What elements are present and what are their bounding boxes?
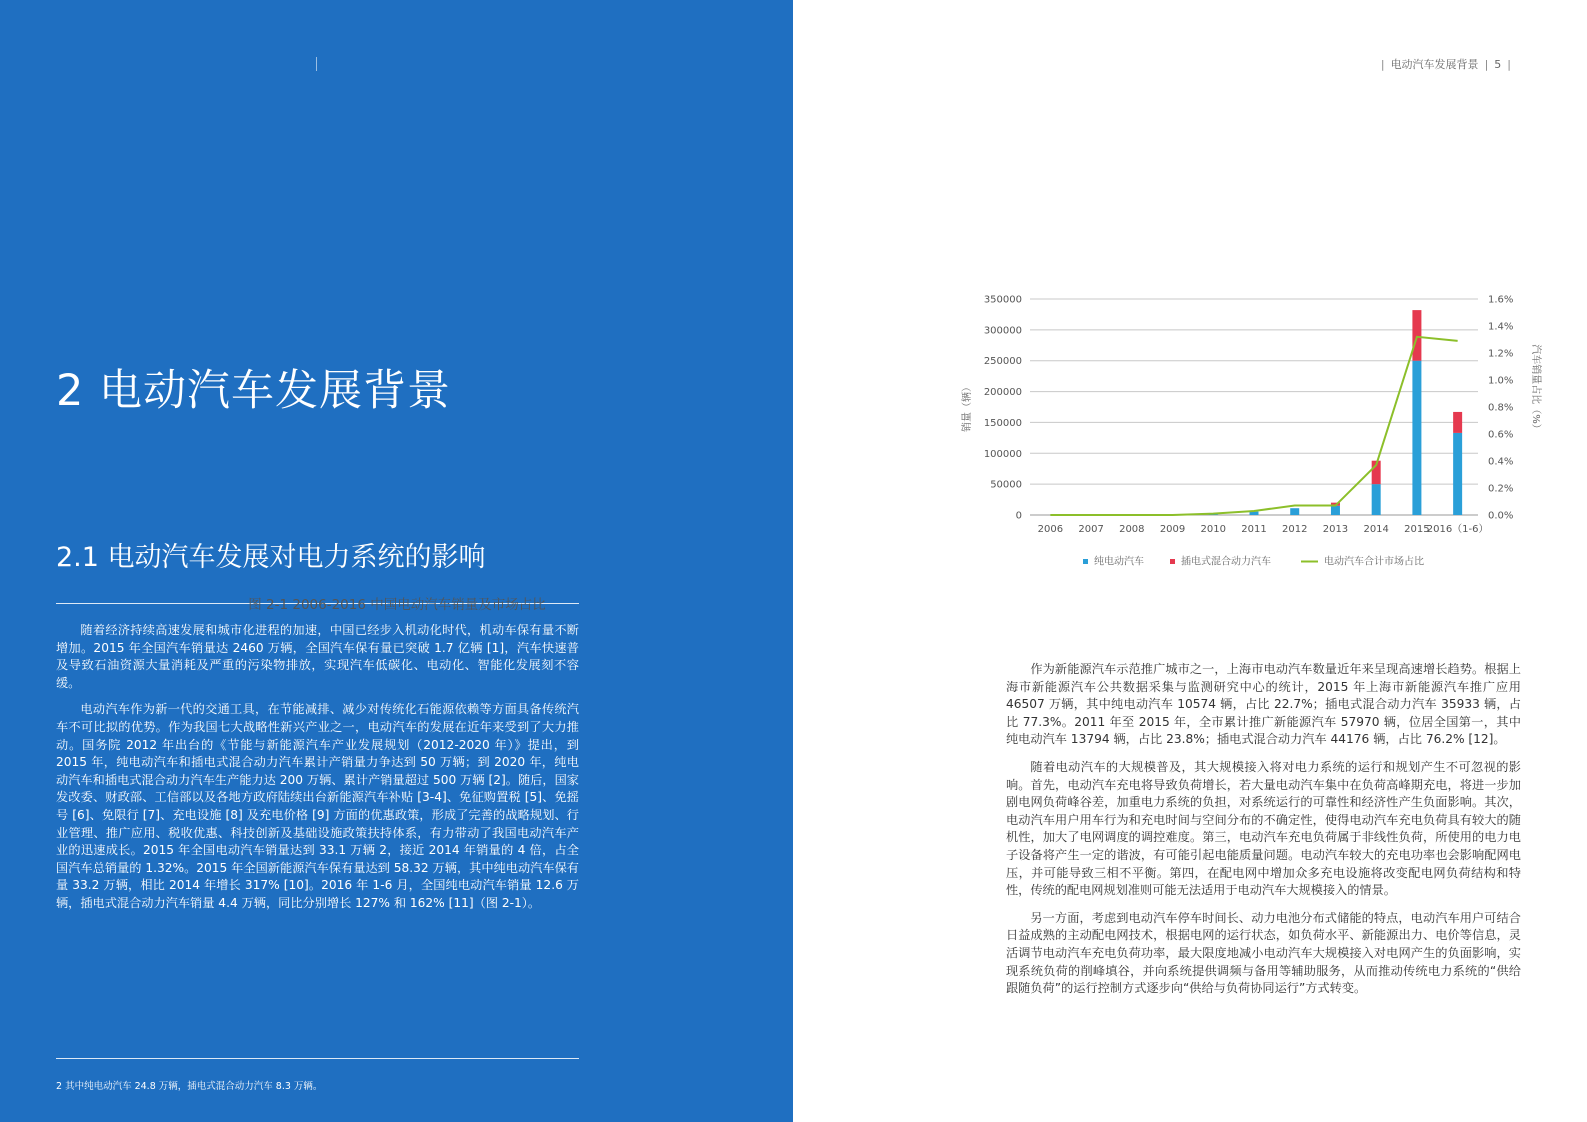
y2-tick-label: 1.4% <box>1488 321 1514 333</box>
legend-swatch <box>1083 559 1088 564</box>
header-divider: | <box>1380 58 1385 71</box>
bar-bev <box>1453 433 1462 515</box>
y2-axis-title: 汽车销量占比（%） <box>1530 344 1541 434</box>
chart-svg <box>793 280 1587 590</box>
y-axis-title: 销量（辆） <box>962 382 973 432</box>
y2-tick-label: 0.0% <box>1488 510 1514 522</box>
legend-swatch <box>1170 559 1175 564</box>
page-number: 5 <box>1494 58 1502 71</box>
right-body-text <box>1006 661 1521 1008</box>
bar-phev <box>1453 412 1462 433</box>
y-tick-label: 0 <box>1015 510 1022 522</box>
y2-tick-label: 1.6% <box>1488 294 1514 306</box>
y2-tick-label: 1.0% <box>1488 375 1514 387</box>
bar-bev <box>1331 506 1340 515</box>
market-share-line <box>1050 337 1457 515</box>
page-marker <box>316 57 317 71</box>
bar-bev <box>1372 484 1381 515</box>
header-divider: | <box>1484 58 1489 71</box>
x-tick-label: 2015 <box>1404 524 1430 535</box>
y2-tick-label: 0.6% <box>1488 429 1514 441</box>
figure-caption: 图 2-1 2006-2016 中国电动汽车销量及市场占比 <box>248 597 546 613</box>
x-tick-label: 2013 <box>1322 524 1349 535</box>
y-tick-label: 50000 <box>990 479 1022 491</box>
chapter-title: 2 电动汽车发展背景 <box>56 366 452 416</box>
right-paragraph-1: 作为新能源汽车示范推广城市之一，上海市电动汽车数量近年来呈现高速增长趋势。根据上海市新能源汽车公共数据采集与监测研究中心的统计，2015 年上海市新能源汽车推广应用 46507 万辆，其中纯电动汽车 10574 辆，占比 22.7%；插电式混合动力汽车 35933 辆，占比 77.3%。2011 年至 2015 年，全市累计推广新能源汽车 57970 辆，位居全国第一，其中纯电动汽车 13794 辆，占比 23.8%；插电式混合动力汽车 44176 辆，占比 76.2% [12]。 <box>1006 662 1521 747</box>
x-tick-label: 2006 <box>1037 524 1064 535</box>
y2-tick-label: 0.8% <box>1488 402 1514 414</box>
running-header <box>1375 56 1517 72</box>
x-tick-label: 2010 <box>1200 524 1226 535</box>
legend-label: 插电式混合动力汽车 <box>1181 556 1271 568</box>
bar-bev <box>1412 361 1421 515</box>
legend-label: 纯电动汽车 <box>1094 556 1144 568</box>
x-tick-label: 2014 <box>1363 524 1389 535</box>
x-tick-label: 2007 <box>1078 524 1104 535</box>
x-tick-label: 2009 <box>1159 524 1186 535</box>
header-divider: | <box>1507 58 1511 71</box>
header-title: 电动汽车发展背景 <box>1390 58 1479 71</box>
x-tick-label: 2016（1-6） <box>1426 524 1489 535</box>
left-paragraph-2: 电动汽车作为新一代的交通工具，在节能减排、减少对传统化石能源依赖等方面具备传统汽车不可比拟的优势。作为我国七大战略性新兴产业之一，电动汽车的发展在近年来受到了大力推动。国务院 2012 年出台的《节能与新能源汽车产业发展规划（2012-2020 年）》提出，到 2015 年，纯电动汽车和插电式混合动力汽车累计产销量力争达到 50 万辆；到 2020 年，纯电动汽车和插电式混合动力汽车生产能力达 200 万辆、累计产销量超过 500 万辆 [2]。随后，国家发改委、财政部、工信部以及各地方政府陆续出台新能源汽车补贴 [3-4]、免征购置税 [5]、免摇号 [6]、免限行 [7]、充电设施 [8] 及充电价格 [9] 方面的优惠政策，形成了完善的战略规划、行业管理、推广应用、税收优惠、科技创新及基础设施政策扶持体系，有力带动了我国电动汽车产业的迅速成长。2015 年全国电动汽车销量达到 33.1 万辆 2，接近 2014 年销量的 4 倍，占全国汽车总销量的 1.32%。2015 年全国新能源汽车保有量达到 58.32 万辆，其中纯电动汽车保有量 33.2 万辆，相比 2014 年增长 317% [10]。2016 年 1-6 月，全国纯电动汽车销量 12.6 万辆，插电式混合动力汽车销量 4.4 万辆，同比分别增长 127% 和 162% [11]（图 2-1）。 <box>56 702 579 910</box>
footnote-rule <box>56 1058 579 1059</box>
y2-tick-label: 1.2% <box>1488 348 1514 360</box>
right-paragraph-2: 随着电动汽车的大规模普及，其大规模接入将对电力系统的运行和规划产生不可忽视的影响。首先，电动汽车充电将导致负荷增长，若大量电动汽车集中在负荷高峰期充电，将进一步加剧电网负荷峰谷差，加重电力系统的负担，对系统运行的可靠性和经济性产生负面影响。其次，电动汽车用户用车行为和充电时间与空间分布的不确定性，使得电动汽车充电负荷具有较大的随机性，加大了电网调度的调控难度。第三，电动汽车充电负荷属于非线性负荷，所使用的电力电子设备将产生一定的谐波，有可能引起电能质量问题。电动汽车较大的充电功率也会影响配网电压，并可能导致三相不平衡。第四，在配电网中增加众多充电设施将改变配电网负荷结构和特性，传统的配电网规划准则可能无法适用于电动汽车大规模接入的情景。 <box>1006 759 1521 898</box>
y2-tick-label: 0.2% <box>1488 483 1514 495</box>
left-body-text <box>56 622 579 922</box>
legend-label: 电动汽车合计市场占比 <box>1324 556 1424 568</box>
section-title: 2.1 电动汽车发展对电力系统的影响 <box>56 542 486 573</box>
bar-bev <box>1290 508 1299 515</box>
x-tick-label: 2011 <box>1241 524 1267 535</box>
left-paragraph-1: 随着经济持续高速发展和城市化进程的加速，中国已经步入机动化时代，机动车保有量不断增加。2015 年全国汽车销量达 2460 万辆，全国汽车保有量已突破 1.7 亿辆 [1]，汽车快速普及导致石油资源大量消耗及严重的污染物排放，实现汽车低碳化、电动化、智能化发展刻不容缓。 <box>56 623 579 690</box>
y-tick-label: 350000 <box>983 294 1022 306</box>
y-tick-label: 150000 <box>983 417 1022 429</box>
y2-tick-label: 0.4% <box>1488 456 1514 468</box>
x-tick-label: 2008 <box>1119 524 1145 535</box>
bar-phev <box>1412 310 1421 361</box>
y-tick-label: 250000 <box>983 356 1022 368</box>
footnote: 2 其中纯电动汽车 24.8 万辆，插电式混合动力汽车 8.3 万辆。 <box>56 1081 323 1092</box>
x-tick-label: 2012 <box>1282 524 1308 535</box>
right-paragraph-3: 另一方面，考虑到电动汽车停车时间长、动力电池分布式储能的特点，电动汽车用户可结合日益成熟的主动配电网技术，根据电网的运行状态，如负荷水平、新能源出力、电价等信息，灵活调节电动汽车充电负荷功率，最大限度地减小电动汽车大规模接入对电网产生的负面影响，实现系统负荷的削峰填谷，并向系统提供调频与备用等辅助服务，从而推动传统电力系统的“供给跟随负荷”的运行控制方式逐步向“供给与负荷协同运行”方式转变。 <box>1006 910 1521 996</box>
y-tick-label: 100000 <box>983 448 1022 460</box>
left-page <box>0 0 793 1122</box>
y-tick-label: 300000 <box>983 325 1022 337</box>
y-tick-label: 200000 <box>983 387 1022 399</box>
sales-chart <box>793 280 1587 620</box>
